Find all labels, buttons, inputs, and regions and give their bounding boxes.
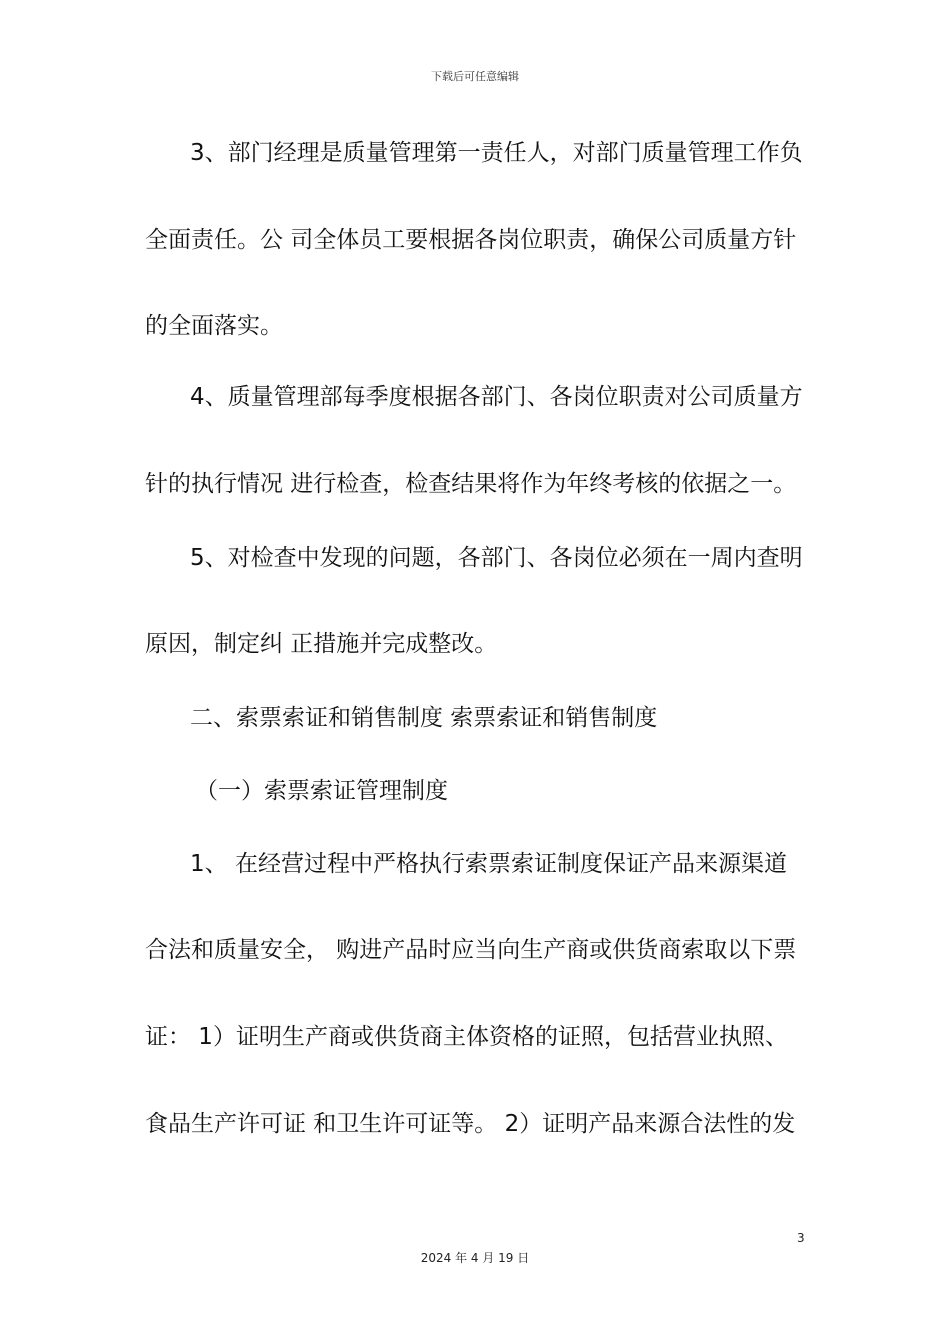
footer-date: 2024 年 4 月 19 日 (420, 1251, 530, 1265)
paragraph-line: 的全面落实。 (145, 313, 283, 339)
page-number: 3 (797, 1231, 805, 1245)
paragraph-line: 针的执行情况 进行检查，检查结果将作为年终考核的依据之一。 (145, 471, 797, 497)
paragraph-line: 全面责任。公 司全体员工要根据各岗位职责，确保公司质量方针 (145, 227, 797, 253)
paragraph-line: 证： 1）证明生产商或供货商主体资格的证照，包括营业执照、 (145, 1024, 788, 1050)
paragraph-line: 3、部门经理是质量管理第一责任人，对部门质量管理工作负 (190, 140, 803, 166)
section-heading: 二、索票索证和销售制度 索票索证和销售制度 (190, 705, 658, 731)
paragraph-line: 原因，制定纠 正措施并完成整改。 (145, 631, 498, 657)
paragraph-line: 4、质量管理部每季度根据各部门、各岗位职责对公司质量方 (190, 384, 803, 410)
paragraph-line: 食品生产许可证 和卫生许可证等。 2）证明产品来源合法性的发 (145, 1111, 796, 1137)
paragraph-line: 1、 在经营过程中严格执行索票索证制度保证产品来源渠道 (190, 851, 787, 877)
paragraph-line: 合法和质量安全， 购进产品时应当向生产商或供货商索取以下票 (145, 937, 797, 963)
subsection-heading: （一）索票索证管理制度 (195, 778, 448, 804)
paragraph-line: 5、对检查中发现的问题，各部门、各岗位必须在一周内查明 (190, 545, 803, 571)
page-header: 下载后可任意编辑 (431, 70, 519, 83)
